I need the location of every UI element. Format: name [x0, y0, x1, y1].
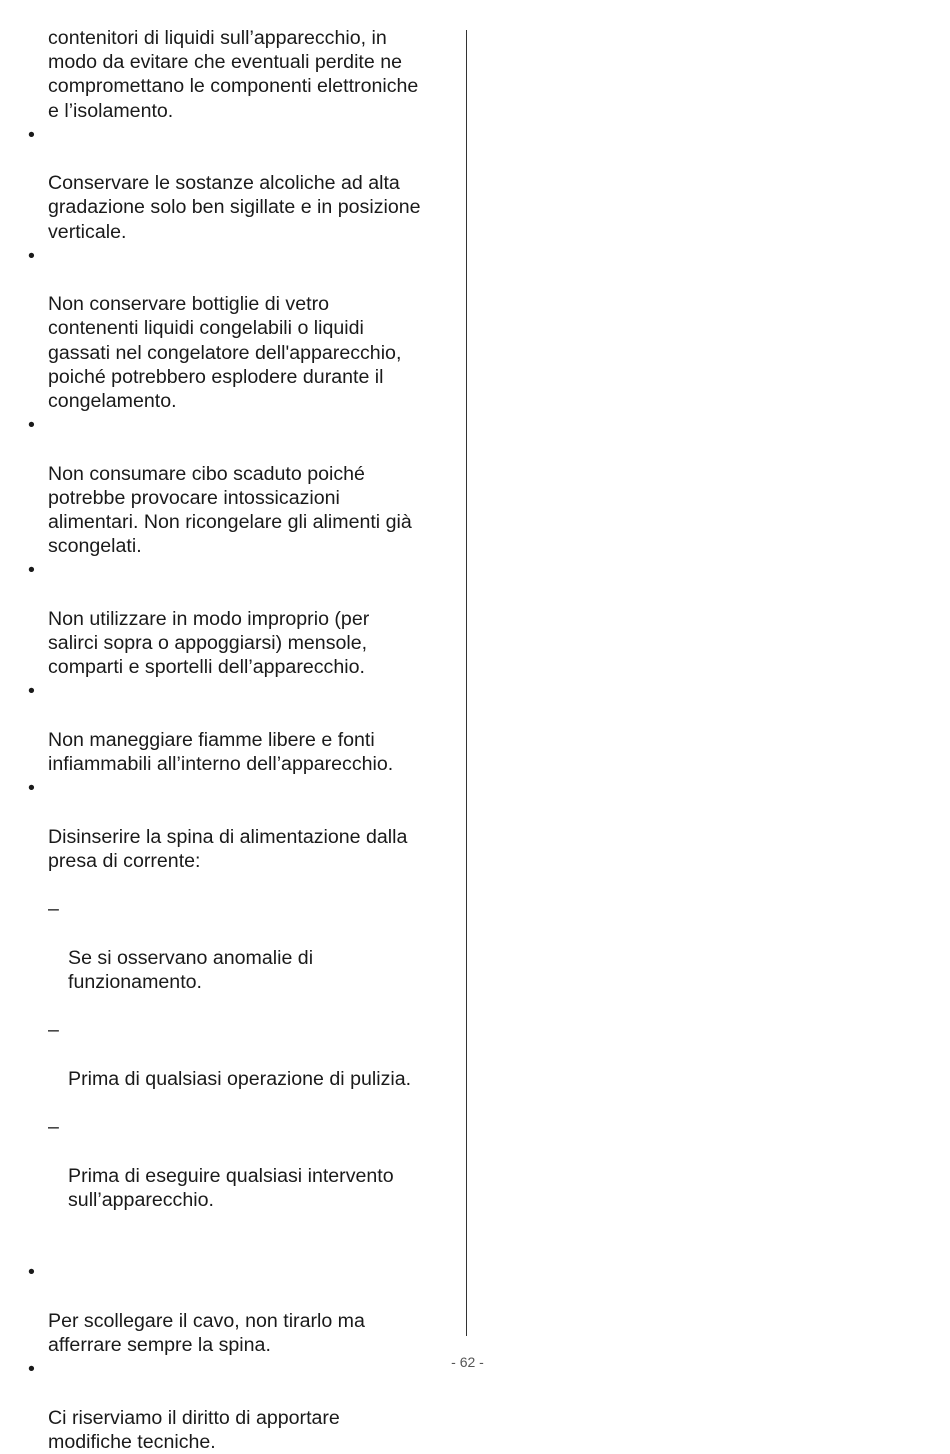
sub-item-text: Se si osservano anomalie di funzionamento. — [68, 946, 314, 993]
bullet-icon: • — [28, 1261, 35, 1284]
bullet-text: Non conservare bottiglie di vetro contenenti liquidi congelabili o liquidi gassati nel congelatore dell'apparecchio, poiché potrebbero esplodere durante il congelamento. — [48, 293, 402, 413]
bullet-text: Per scollegare il cavo, non tirarlo ma afferrare sempre la spina. — [48, 1309, 365, 1356]
column-divider — [466, 30, 467, 1336]
bullet-item — [28, 244, 454, 413]
sub-list — [48, 873, 454, 1236]
bullet-icon: • — [28, 414, 35, 437]
sub-item-text: Prima di eseguire qualsiasi intervento sull’apparecchio. — [68, 1164, 394, 1211]
bullet-text: Non consumare cibo scaduto poiché potrebbe provocare intossicazioni alimentari. Non ricongelare gli alimenti già scongelati. — [48, 462, 412, 558]
bullet-icon: • — [28, 777, 35, 800]
left-column — [28, 26, 454, 1454]
sub-list-item — [48, 1115, 454, 1212]
bullet-item — [28, 558, 454, 679]
bullet-item — [28, 1260, 454, 1357]
bullet-icon: • — [28, 559, 35, 582]
dash-icon: – — [48, 898, 59, 921]
bullet-icon: • — [28, 680, 35, 703]
continuation-paragraph: contenitori di liquidi sull’apparecchio, in modo da evitare che eventuali perdite ne compromettano le componenti elettroniche e l’isolamento. — [48, 27, 419, 122]
sub-list-item — [48, 897, 454, 994]
bullet-item — [28, 123, 454, 244]
sub-list-item — [48, 1018, 454, 1091]
sub-item-text: Prima di qualsiasi operazione di pulizia. — [68, 1067, 412, 1090]
page-number: - 62 - — [451, 1354, 484, 1370]
dash-icon: – — [48, 1116, 59, 1139]
bullet-item — [28, 1357, 454, 1454]
bullet-item-with-sublist — [28, 776, 454, 1260]
bullet-icon: • — [28, 244, 35, 267]
bullet-text: Conservare le sostanze alcoliche ad alta gradazione solo ben sigillate e in posizione verticale. — [48, 172, 421, 243]
bullet-text: Disinserire la spina di alimentazione dalla presa di corrente: — [48, 825, 408, 872]
bullet-icon: • — [28, 123, 35, 146]
bullet-text: Ci riserviamo il diritto di apportare modifiche tecniche. — [48, 1406, 340, 1453]
bullet-text: Non maneggiare fiamme libere e fonti infiammabili all’interno dell’apparecchio. — [48, 728, 394, 776]
bullet-icon: • — [28, 1358, 35, 1381]
bullet-item — [28, 413, 454, 558]
dash-icon: – — [48, 1019, 59, 1042]
bullet-item — [28, 679, 454, 776]
bullet-text: Non utilizzare in modo improprio (per salirci sopra o appoggiarsi) mensole, comparti e sportelli dell’apparecchio. — [48, 607, 370, 679]
